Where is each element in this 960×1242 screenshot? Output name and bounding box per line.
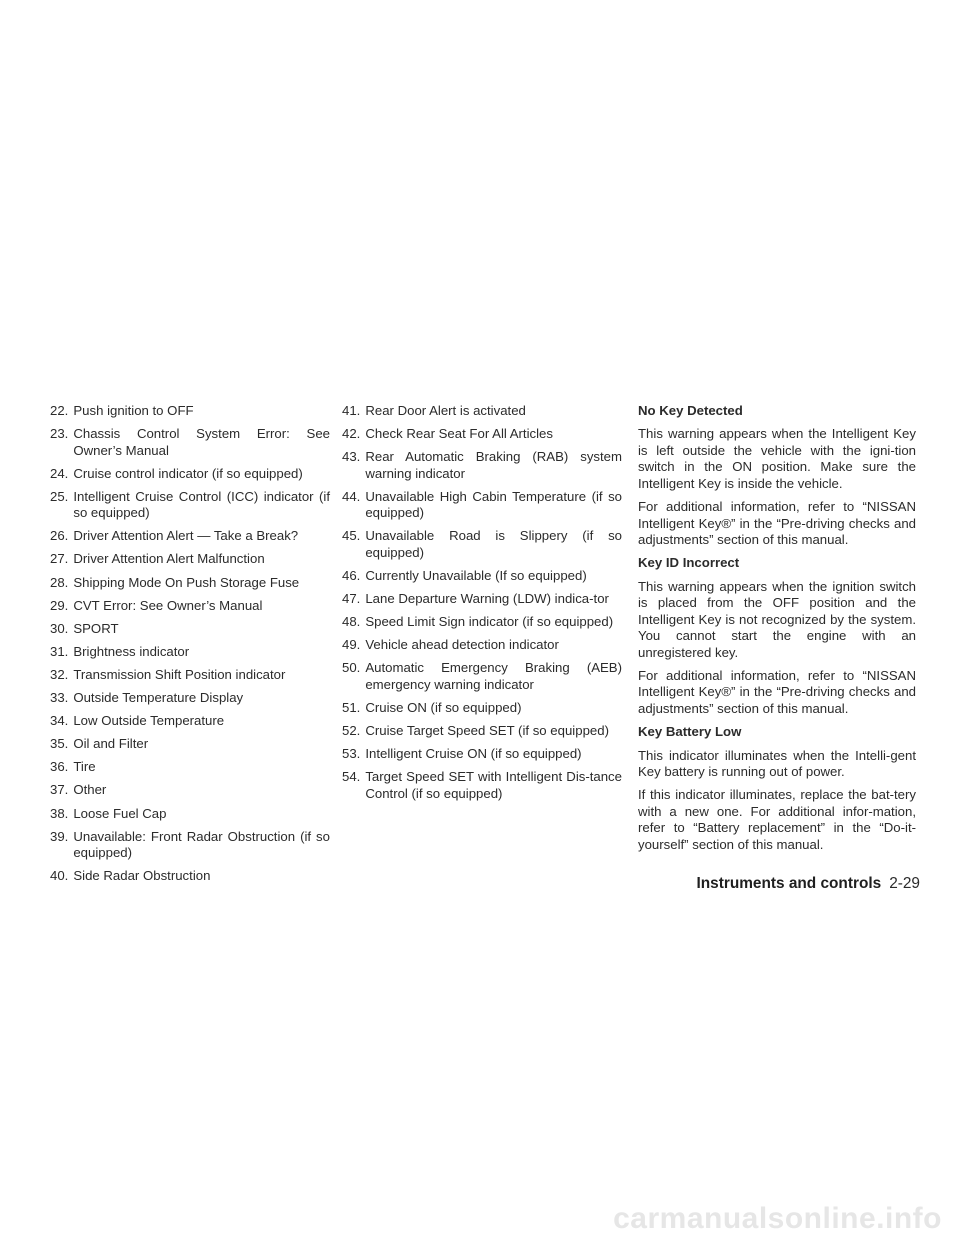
- list-item: 36. Tire: [50, 759, 96, 775]
- list-item: 27. Driver Attention Alert Malfunction: [50, 551, 265, 567]
- page-number: 2-29: [889, 875, 920, 892]
- list-item: 35. Oil and Filter: [50, 736, 149, 752]
- paragraph: This warning appears when the ignition switch is placed from the OFF position and the Intelligent Key is not recognized by the system. You cannot start the engine with an unregistered key.: [638, 578, 916, 660]
- paragraph: For additional information, refer to “NISSAN Intelligent Key®” in the “Pre-driving checks and adjustments” section of this manual.: [638, 667, 916, 716]
- list-item: 54. Target Speed SET with Intelligent Dis-tance Control (if so equipped): [342, 769, 622, 801]
- list-item: 24. Cruise control indicator (if so equipped): [50, 465, 303, 481]
- list-item: 38. Loose Fuel Cap: [50, 805, 167, 821]
- list-item: 49. Vehicle ahead detection indicator: [342, 637, 559, 653]
- list-item: 48. Speed Limit Sign indicator (if so equipped): [342, 614, 614, 630]
- watermark: carmanualsonline.info: [613, 1202, 942, 1235]
- list-item: 25. Intelligent Cruise Control (ICC) indicator (if so equipped): [50, 488, 330, 521]
- list-item: 22. Push ignition to OFF: [50, 403, 194, 418]
- paragraph: This warning appears when the Intelligent Key is left outside the vehicle with the igni-tion switch in the ON position. Make sure the Intelligent Key is inside the vehicle.: [638, 426, 916, 491]
- list-item: 42. Check Rear Seat For All Articles: [342, 426, 553, 442]
- list-item: 47. Lane Departure Warning (LDW) indica-tor: [342, 591, 609, 607]
- section-heading-key-battery-low: Key Battery Low: [638, 724, 742, 740]
- list-item: 41. Rear Door Alert is activated: [342, 403, 526, 418]
- paragraph: For additional information, refer to “NISSAN Intelligent Key®” in the “Pre-driving checks and adjustments” section of this manual.: [638, 499, 916, 548]
- list-item: 46. Currently Unavailable (If so equipped): [342, 567, 587, 583]
- list-item: 45. Unavailable Road is Slippery (if so equipped): [342, 528, 622, 560]
- list-item: 39. Unavailable: Front Radar Obstruction (if so equipped): [50, 828, 330, 861]
- list-item: 33. Outside Temperature Display: [50, 690, 244, 706]
- list-item: 28. Shipping Mode On Push Storage Fuse: [50, 574, 300, 590]
- section-heading-no-key-detected: No Key Detected: [638, 403, 743, 418]
- list-item: 23. Chassis Control System Error: See Owner’s Manual: [50, 426, 330, 458]
- list-item: 30. SPORT: [50, 620, 119, 636]
- list-item: 31. Brightness indicator: [50, 643, 190, 659]
- list-item: 26. Driver Attention Alert — Take a Break?: [50, 528, 299, 544]
- list-item: 34. Low Outside Temperature: [50, 713, 225, 729]
- list-item: 52. Cruise Target Speed SET (if so equipped): [342, 723, 609, 739]
- middle-column: [342, 403, 622, 809]
- list-item: 32. Transmission Shift Position indicator: [50, 666, 286, 682]
- list-item: 29. CVT Error: See Owner’s Manual: [50, 597, 263, 613]
- page-footer: [696, 875, 920, 893]
- list-item: 40. Side Radar Obstruction: [50, 868, 211, 884]
- list-item: 37. Other: [50, 782, 107, 798]
- list-item: 44. Unavailable High Cabin Temperature (if so equipped): [342, 488, 622, 521]
- list-item: 43. Rear Automatic Braking (RAB) system warning indicator: [342, 449, 622, 481]
- list-item: 50. Automatic Emergency Braking (AEB) emergency warning indicator: [342, 660, 622, 692]
- paragraph: This indicator illuminates when the Intelli-gent Key battery is running out of power.: [638, 747, 916, 780]
- section-title: Instruments and controls: [696, 875, 882, 892]
- list-item: 51. Cruise ON (if so equipped): [342, 699, 522, 715]
- right-column: [638, 403, 916, 860]
- list-item: 53. Intelligent Cruise ON (if so equipped): [342, 746, 582, 762]
- paragraph: If this indicator illuminates, replace the bat-tery with a new one. For additional infor-mation, refer to “Battery replacement” in the “Do-it-yourself” section of this manual.: [638, 787, 916, 852]
- section-heading-key-id-incorrect: Key ID Incorrect: [638, 555, 740, 571]
- left-column: [50, 403, 330, 891]
